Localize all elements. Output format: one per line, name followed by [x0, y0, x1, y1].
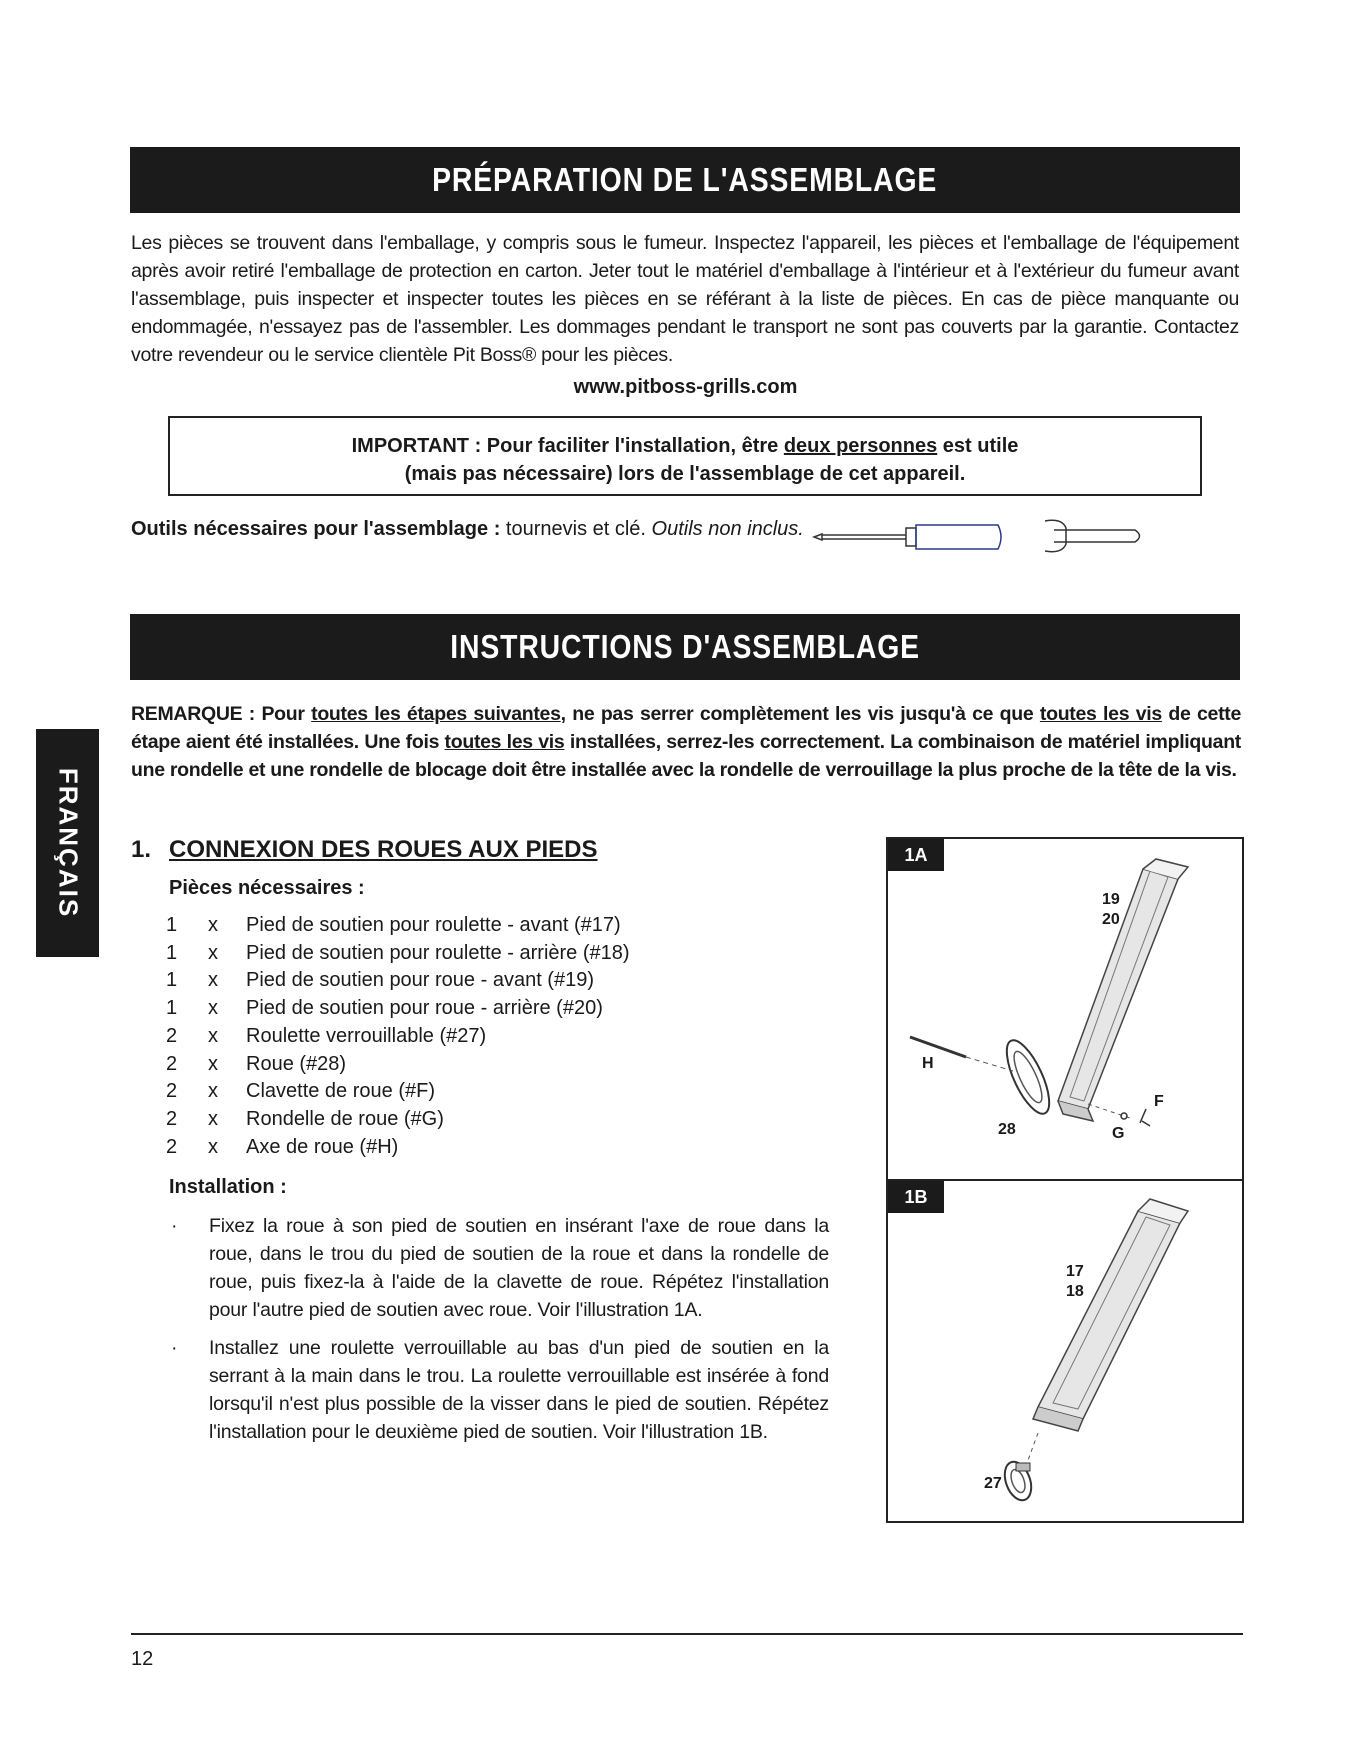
callout-h: H: [922, 1055, 934, 1072]
bullet-marker: ·: [171, 1337, 178, 1359]
tools-label: Outils nécessaires pour l'assemblage :: [131, 518, 501, 540]
tools-note: Outils non inclus.: [651, 518, 804, 540]
bullet-marker: ·: [171, 1215, 178, 1237]
callout-g: G: [1112, 1125, 1125, 1142]
callout-27: 27: [984, 1475, 1002, 1492]
language-label: FRANÇAIS: [53, 767, 83, 919]
prep-title-text: PRÉPARATION DE L'ASSEMBLAGE: [432, 161, 938, 198]
tools-required: [131, 518, 804, 541]
list-item: · Fixez la roue à son pied de soutien en insérant l'axe de roue dans la roue, dans le trou du pied de soutien de la roue et dans la rondelle de roue, puis fixez-la à l'aide de la clavette de roue. Répétez l'installation pour l'autre pied de soutien avec roue. Voir l'illustration 1A.: [169, 1212, 829, 1324]
list-item: 2 x Roue (#28): [166, 1052, 347, 1075]
callout-28: 28: [998, 1121, 1016, 1138]
list-item: 2 x Rondelle de roue (#G): [166, 1107, 444, 1130]
assembly-section-title: [130, 614, 1240, 680]
footer-divider: [131, 1633, 1243, 1635]
list-item: 1 x Pied de soutien pour roulette - arrière (#18): [166, 941, 630, 964]
callout-20: 20: [1102, 911, 1120, 928]
list-item: 2 x Clavette de roue (#F): [166, 1080, 435, 1103]
prep-section-title: [130, 147, 1240, 213]
important-note-box: [168, 416, 1202, 496]
list-item: 1 x Pied de soutien pour roulette - avant (#17): [166, 914, 621, 936]
step-title-text: CONNEXION DES ROUES AUX PIEDS: [169, 836, 598, 863]
figure-1b: [886, 1179, 1244, 1523]
remark-paragraph: REMARQUE : Pour toutes les étapes suivantes, ne pas serrer complètement les vis jusqu'à ce que toutes les vis de cette étape aient été installées. Une fois toutes les vis installées, serrez-les correctement. La combinaison de matériel impliquant une rondelle et une rondelle de blocage doit être installée avec la rondelle de verrouillage la plus proche de la tête de la vis.: [131, 703, 1242, 781]
website-link[interactable]: www.pitboss-grills.com: [573, 376, 798, 398]
parts-list: [166, 912, 630, 1161]
figure-label: 1B: [888, 1181, 944, 1213]
tools-text: tournevis et clé.: [500, 518, 652, 540]
wheel-leg-illustration: [888, 839, 1242, 1179]
assembly-title-text: INSTRUCTIONS D'ASSEMBLAGE: [450, 628, 920, 665]
caster-leg-illustration: [888, 1181, 1242, 1521]
list-item: 2 x Axe de roue (#H): [166, 1135, 399, 1158]
list-item: 1 x Pied de soutien pour roue - arrière (#20): [166, 997, 603, 1020]
list-item: 2 x Roulette verrouillable (#27): [166, 1024, 487, 1047]
language-side-tab: [36, 729, 99, 957]
figure-1a: [886, 837, 1244, 1181]
callout-17: 17: [1066, 1263, 1084, 1280]
callout-18: 18: [1066, 1283, 1084, 1300]
list-item: · Installez une roulette verrouillable au bas d'un pied de soutien en la serrant à la main dans le trou. La roulette verrouillable est insérée à fond lorsqu'il n'est plus possible de la visser dans le pied de soutien. Répétez l'installation pour le deuxième pied de soutien. Voir l'illustration 1B.: [169, 1334, 829, 1446]
step-1-title: [131, 836, 598, 864]
step-number: 1.: [131, 836, 152, 863]
list-item: 1 x Pied de soutien pour roue - avant (#19): [166, 969, 594, 992]
parts-heading: Pièces nécessaires :: [169, 877, 365, 899]
prep-paragraph: Les pièces se trouvent dans l'emballage, y compris sous le fumeur. Inspectez l'appareil, les pièces et l'emballage de l'équipement après avoir retiré l'emballage de protection en carton. Jeter tout le matériel d'emballage à l'intérieur et à l'extérieur du fumeur avant l'assemblage, puis inspecter et inspecter toutes les pièces en se référant à la liste de pièces. En cas de pièce manquante ou endommagée, n'essayez pas de l'assembler. Les dommages pendant le transport ne sont pas couverts par la garantie. Contactez votre revendeur ou le service clientèle Pit Boss® pour les pièces.: [131, 232, 1239, 366]
screwdriver-icon: [812, 522, 1012, 552]
installation-heading: Installation :: [169, 1176, 287, 1198]
callout-f: F: [1154, 1093, 1164, 1110]
important-line-1: IMPORTANT : Pour faciliter l'installation, être deux personnes est utile: [351, 435, 1019, 457]
installation-steps: [169, 1212, 829, 1456]
wrench-icon: [1040, 516, 1150, 556]
callout-19: 19: [1102, 891, 1120, 908]
page-number: 12: [131, 1648, 154, 1670]
important-line-2: (mais pas nécessaire) lors de l'assemblage de cet appareil.: [404, 463, 966, 485]
important-underlined: deux personnes: [783, 435, 938, 457]
figure-label: 1A: [888, 839, 944, 871]
